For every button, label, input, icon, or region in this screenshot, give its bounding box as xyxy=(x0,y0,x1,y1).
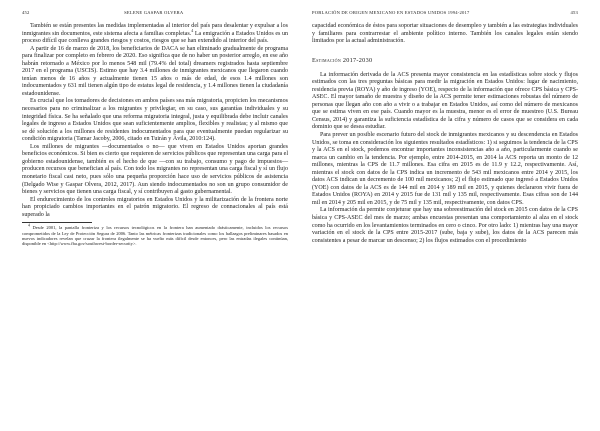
right-running-title: POBLACIÓN DE ORIGEN MEXICANO EN ESTADOS UNIDOS 1994-2017 xyxy=(312,10,470,15)
body-paragraph: La información derivada de la ACS presenta mayor consistencia en las estadísticas sobre stock y flujos estimados con las tres preguntas básicas para medir la migración en Estados Unidos: lugar de nacimiento, residencia previa (ROYA) y año de ingreso (YOE), respecto de la información que ofrece CPS básica y CPS-ASEC. El mayor tamaño de muestra y diseño de la ACS permite tener estimaciones robustas del número de personas que llegan año con año a vivir o a trabajar en Estados Unidos, así como del número de mexicanos que se estima viven en ese país. Cuando mayor es la muestra, menor es el error de muestreo (U.S. Bureau Census, 2014) y garantiza la suficiencia estadística de la cifra y número de casos que se considera en cada dominio que se desea estudiar. xyxy=(312,71,578,131)
right-page xyxy=(300,0,600,431)
footnote: $^4$ Desde 2001, la pantalla fronteriza y los recursos tecnológicos en la frontera han aumentado drásticamente, incluidos los recursos comprometidos de la Ley de Protección Segura de 2006. Tanto las métricas fronterizas tradicionales como los hallazgos preliminares basados en nuevos indicadores revelan que cruzar la frontera ilegalmente se ha vuelto más difícil desde entonces, pero las entradas ilegales continúan, disponible en <http://www.fba.gov/southwest-border-security>. xyxy=(22,222,289,247)
left-running-title: SELENE GASPAR OLVERA xyxy=(124,10,184,15)
right-page-number: 453 xyxy=(570,10,578,15)
right-running-head xyxy=(312,10,578,15)
body-paragraph: Los millones de migrantes —documentados o no— que viven en Estados Unidos aportan grandes beneficios económicos. Si bien es cierto que requieren de servicios públicos que representan una carga para el gobierno estadounidense, también es el hecho de que —con su trabajo, consumo y pago de impuestos— producen recursos que benefician al país. Con todo los migrantes no representan una carga fiscal y sí un flujo monetario fiscal casi neto, pues sólo una pequeña proporción hace uso de servicios públicos de asistencia (Delgado Wise y Gaspar Olvera, 2012, 2017). Aun siendo indocumentados no son un grupo consumidor de bienes y servicios que tienen una carga fiscal, y sí contribuyen al gasto gubernamental. xyxy=(22,143,289,196)
left-running-head xyxy=(22,10,288,15)
continued-paragraph: capacidad económica de éstos para soportar situaciones de desempleo y también a las estrategias individuales y familiares para contrarrestar el ambiente político interno. También los canales legales están siendo limitados por la actual administración. xyxy=(312,23,578,45)
footnote-marker: 4 xyxy=(191,27,194,33)
body-paragraph: También se están presentes las medidas implementadas al interior del país para desalentar y expulsar a los inmigrantes sin documentos, este sistema afecta a familias completas.$^4$ La emigración a Estados Unidos es un proceso difícil que conlleva grandes riesgos y costos, riesgos que se han extendido al interior del país. xyxy=(22,23,288,45)
body-paragraph: A partir de 16 de marzo de 2018, los beneficiarios de DACA se han eliminado gradualmente de programa para finalizar por completo en febrero de 2020. Eso significa que de no haber un posterior arreglo, en ese año habrán retornado a México por lo menos 548 mil (79.4% del total) dreamers registrados hasta septiembre 2017 en el programa (USCIS). Estimo que hay 3.4 millones de inmigrantes mexicanos que llegaron cuando tenían menos de 16 años y actualmente tienen 15 años o más de edad, de esos 1.4 millones son indocumentados y 631 mil tienen algún tipo de estatus legal de residencia, y 1.4 millones tienen la ciudadanía estadounidense. xyxy=(22,45,288,97)
left-page-number: 452 xyxy=(22,10,30,15)
body-paragraph: El endurecimiento de los controles migratorios en Estados Unidos y la militarización de la frontera norte han propiciado cambios importantes en el patrón migratorio. El regreso de connacionales al país está superado la xyxy=(22,196,288,218)
body-paragraph: Para prever un posible escenario futuro del stock de inmigrantes mexicanos y su descendencia en Estados Unidos, se toma en consideración los siguientes resultados estadísticos: 1) si seguimos la tendencia de la CPS y la ACS en el stock, podemos encontrar importantes inconsistencias año a año, particularmente cuando se marca un cambio en la tendencia. Por ejemplo, entre 2014-2015, en 2014 la ACS reporta un monto de 12 millones, mientras la CPS de 11.7 millones. Esa cifra en 2015 es de 11.9 y 12.2, respectivamente. Así, mientras el stock con datos de la CPS indica un incremento de 543 mil mexicanos entre 2014 y 2015, los datos ACS indican un decremento de 100 mil mexicanos; 2) el flujo estimado que ingresó a Estados Unidos (YOE) con datos de la ACS es de 144 mil en 2014 y 189 mil en 2015, y quienes declararon vivir fuera de Estados Unidos (ROYA) en 2014 y 2015 fue de 131 mil y 135 mil, respectivamente. Esas cifras son de 144 mil en 2014 y 205 mil en 2015, y de 75 mil y 135 mil, respectivamente, con datos CPS. xyxy=(312,132,578,206)
body-paragraph: La información da permite conjeturar que hay una sobreestimación del stock en 2015 con datos de la CPS básica y CPS-ASEC del mes de marzo; ambas encuestas presentan una comportamiento al alza en el stock como ha ocurrido en los levantamientos terminados en cero o cinco. Por otro lado: 1) mientras hay una mayor variación en el stock de la CPS entre 2015-2017 (sube, baja y sube), los datos de la ACS parecen más consistentes a pesar de marcar un descenso; 2) los flujos estimados con el procedimiento xyxy=(312,207,578,244)
section-heading: Estimación 2017-2030 xyxy=(312,56,373,64)
body-paragraph: Es crucial que los tomadores de decisiones en ambos países sea más migratoria, propicien los mecanismos necesarios para no criminalizar a los migrantes y privilegiar, en su caso, sus garantías individuales y su integridad física. Se ha señalado que una reforma migratoria integral, justa y equilibrada debe incluir canales legales de ingreso a Estados Unidos que sean suficientemente amplios, flexibles y realistas; y al mismo que se dé solución a los millones de residentes indocumentados para que eventualmente puedan regularizar su condición migratoria (Tamar Jacoby, 2006, citado en Tuirán y Ávila, 2010:124). xyxy=(22,98,288,143)
footnote-separator xyxy=(22,222,92,223)
